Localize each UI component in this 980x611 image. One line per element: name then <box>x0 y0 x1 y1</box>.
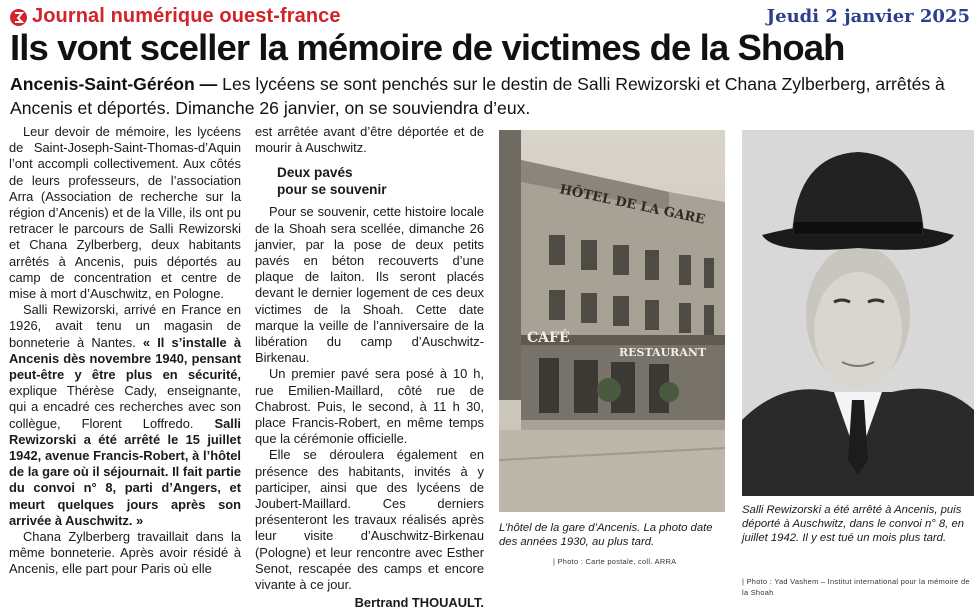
paragraph: Elle se déroulera également en présence des habitants, invités à y participer, ainsi que des lycéens de Joubert-Maillard. Ces derniers présenteront les travaux réalisés après leur visite d’Auschwitz-Birkenau (Pologne) et leur rencontre avec Esther Senot, rescapée des camps et encore vivante à ce jour. <box>255 447 484 593</box>
paragraph-text: explique Thérèse Cady, enseignante, qui a encadré ces recherches avec son collègue, Florent Loffredo. <box>9 383 241 431</box>
paragraph <box>9 302 241 529</box>
paragraph-text: Salli Rewizorski, arrivé en France en 1926, avait tenu un magasin de bonneterie à Nantes. <box>9 302 241 350</box>
paragraph: Pour se souvenir, cette histoire locale de la Shoah sera scellée, dimanche 26 janvier, par la pose de deux petits pavés en béton recouverts d’une plaque de laiton. Ils seront placés devant le dernier logement de ces deux victimes de la Shoah. Cette date marque la veille de l’anniversaire de la libération du camp d’Auschwitz-Birkenau. <box>255 204 484 366</box>
publication-date: Jeudi 2 janvier 2025 <box>766 6 970 27</box>
paragraph: Un premier pavé sera posé à 10 h, rue Emilien-Maillard, côté rue de Chabrost. Puis, le second, à 11 h 30, place Francis-Robert, en même temps que la cérémonie officielle. <box>255 366 484 447</box>
article-column-1 <box>9 124 241 578</box>
subhead-line: pour se souvenir <box>277 182 387 198</box>
paragraph: est arrêtée avant d’être déportée et de mourir à Auschwitz. <box>255 124 484 156</box>
hotel-sign: HÔTEL DE LA GARE <box>558 182 707 228</box>
restaurant-sign: RESTAURANT <box>619 346 707 359</box>
lead-text: Les lycéens se sont penchés sur le destin de Salli Rewizorski et Chana Zylberberg, arrêtés à Ancenis et déportés. Dimanche 26 janvier, on se souviendra d’eux. <box>10 74 945 118</box>
lead-dateline: Ancenis-Saint-Géréon — <box>10 74 218 94</box>
ouest-france-logo-icon <box>10 9 27 26</box>
quote-bold: Salli Rewizorski a été arrêté le 15 juillet 1942, avenue Francis-Robert, à l’hôtel de la gare où il séjournait. Il fait partie du convoi n° 8, parti d’Angers, et meurt quelques jours après son arrivée à Auschwitz. » <box>9 415 241 528</box>
article-column-2 <box>255 124 484 611</box>
article-headline: Ils vont sceller la mémoire de victimes de la Shoah <box>10 27 845 68</box>
hotel-photo-caption: L’hôtel de la gare d’Ancenis. La photo date des années 1930, au plus tard. <box>499 522 713 549</box>
source-name[interactable]: Journal numérique ouest-france <box>32 5 341 27</box>
paragraph: Chana Zylberberg travaillait dans la même bonneterie. Après avoir résidé à Ancenis, elle part pour Paris où elle <box>9 529 241 577</box>
portrait-photo-credit: | Photo : Yad Vashem – Institut international pour la mémoire de la Shoah <box>742 577 970 597</box>
hotel-photo <box>499 130 725 512</box>
quote-bold: « Il s’installe à Ancenis dès novembre 1940, pensant peut-être y être plus en sécurité, <box>9 334 241 383</box>
hotel-photo-credit: | Photo : Carte postale, coll. ARRA <box>553 557 677 566</box>
subhead-line: Deux pavés <box>277 165 353 181</box>
section-subhead <box>277 164 484 198</box>
portrait-photo-caption: Salli Rewizorski a été arrêté à Ancenis, puis déporté à Auschwitz, dans le convoi n° 8, en juillet 1942. Il y est tué un mois plus tard. <box>742 504 965 545</box>
author-byline: Bertrand THOUAULT. <box>354 595 484 611</box>
portrait-photo <box>742 130 974 496</box>
cafe-sign: CAFÉ <box>527 330 570 346</box>
article-lead <box>10 72 972 120</box>
paragraph: Leur devoir de mémoire, les lycéens de Saint-Joseph-Saint-Thomas-d’Aquin l’ont accompli collectivement. Aux côtés de leurs professeurs, de l’association Arra (Association de recherche sur la région d’Ancenis) et de la Ville, ils ont pu retracer le parcours de Salli Rewizorski et Chana Zylberberg, deux habitants arrêtés à Ancenis, puis déportés au camp de concentration et centre de mise à mort d’Auschwitz, en Pologne. <box>9 124 241 302</box>
